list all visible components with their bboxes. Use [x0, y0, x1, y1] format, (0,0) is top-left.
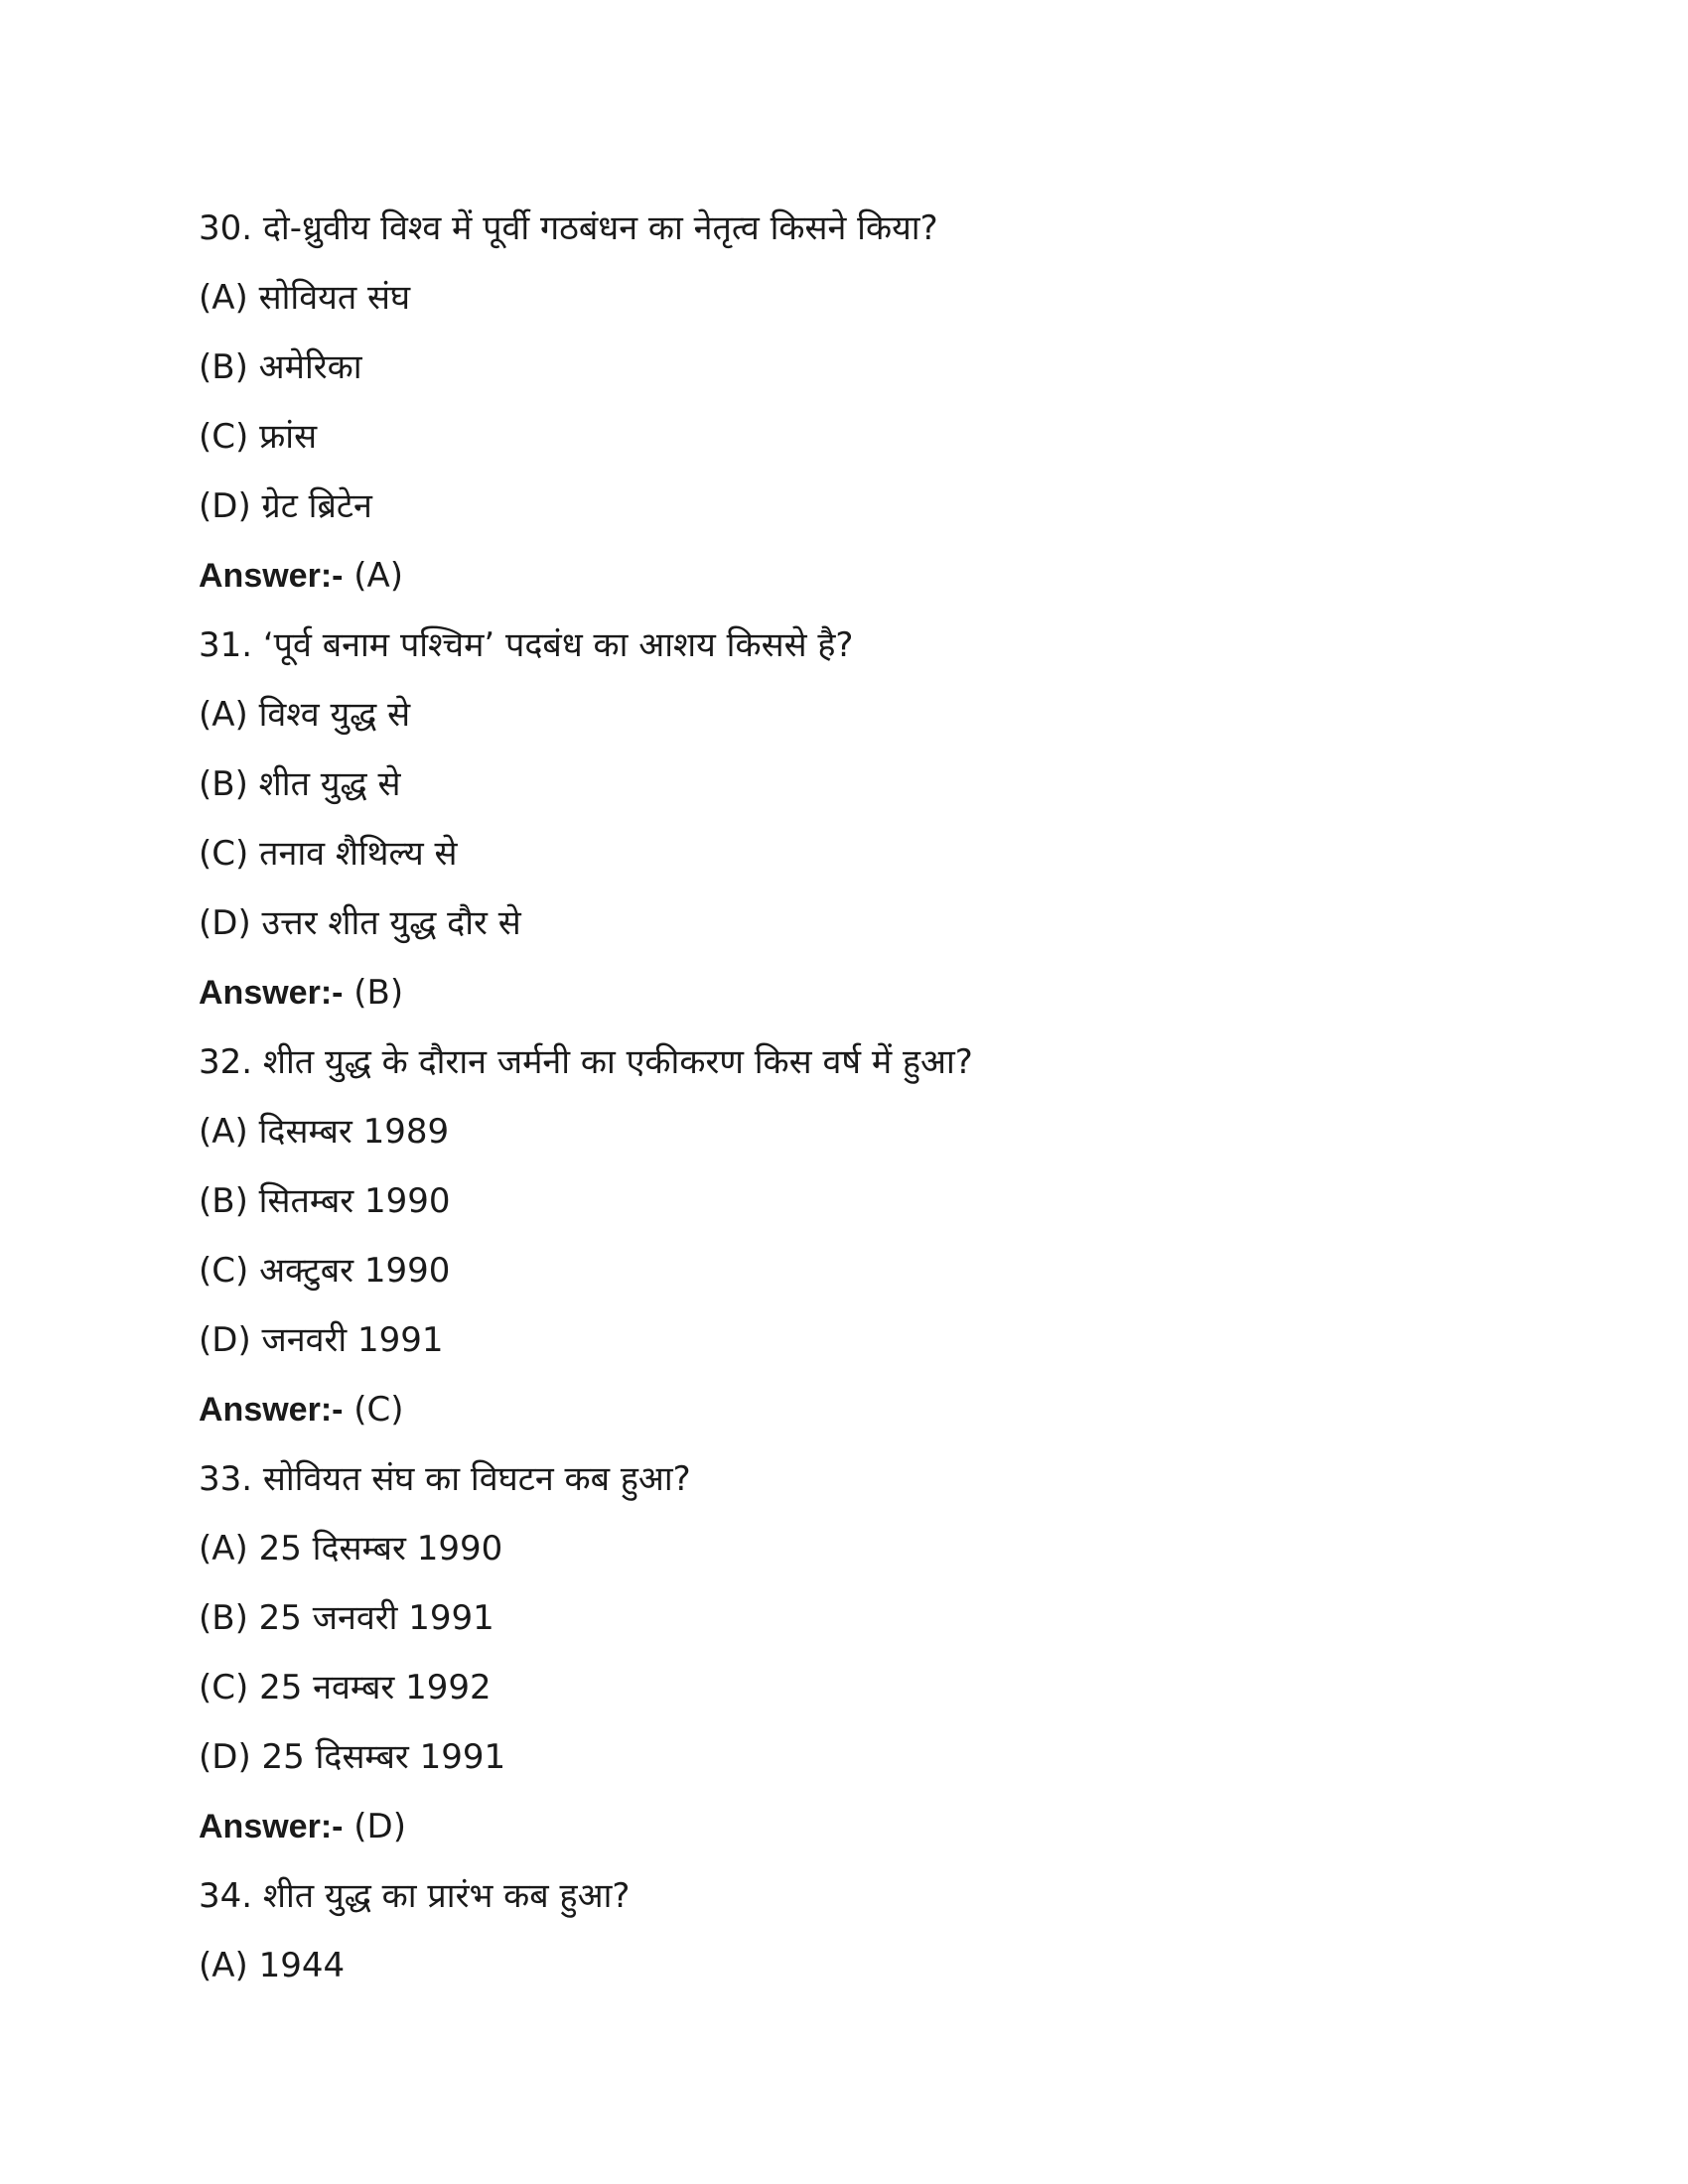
- option-c: (C) 25 नवम्बर 1992: [199, 1668, 492, 1707]
- option-c: (C) फ्रांस: [199, 417, 318, 457]
- answer-value: (A): [353, 556, 404, 596]
- question-text: 30. दो-ध्रुवीय विश्व में पूर्वी गठबंधन का नेतृत्व किसने किया?: [199, 208, 938, 248]
- answer-value: (C): [353, 1390, 404, 1430]
- option-c: (C) तनाव शैथिल्य से: [199, 834, 458, 874]
- option-b: (B) 25 जनवरी 1991: [199, 1598, 494, 1638]
- answer-value: (D): [353, 1807, 406, 1846]
- option-b: (B) सितम्बर 1990: [199, 1181, 451, 1221]
- answer-line: [199, 1792, 1489, 1861]
- answer-line: [199, 958, 1489, 1027]
- option-b: (B) शीत युद्ध से: [199, 764, 401, 804]
- option-d: (D) ग्रेट ब्रिटेन: [199, 486, 372, 526]
- question-text: 33. सोवियत संघ का विघटन कब हुआ?: [199, 1459, 691, 1499]
- option-a: (A) विश्व युद्ध से: [199, 695, 411, 735]
- option-c: (C) अक्टुबर 1990: [199, 1251, 451, 1291]
- answer-line: [199, 1375, 1489, 1444]
- question-text: 31. ‘पूर्व बनाम पश्चिम’ पदबंध का आशय किससे है?: [199, 625, 854, 665]
- answer-line: [199, 541, 1489, 611]
- question-block: [199, 1861, 1489, 2000]
- question-block: [199, 611, 1489, 1027]
- answer-label: Answer:-: [199, 1808, 344, 1845]
- option-d: (D) उत्तर शीत युद्ध दौर से: [199, 903, 521, 943]
- question-text: 34. शीत युद्ध का प्रारंभ कब हुआ?: [199, 1876, 631, 1916]
- question-block: [199, 1444, 1489, 1861]
- answer-label: Answer:-: [199, 974, 344, 1012]
- option-b: (B) अमेरिका: [199, 347, 362, 387]
- option-a: (A) दिसम्बर 1989: [199, 1112, 450, 1152]
- option-d: (D) जनवरी 1991: [199, 1320, 444, 1360]
- question-text: 32. शीत युद्ध के दौरान जर्मनी का एकीकरण किस वर्ष में हुआ?: [199, 1042, 973, 1082]
- option-a: (A) 25 दिसम्बर 1990: [199, 1529, 503, 1569]
- answer-value: (B): [353, 973, 404, 1013]
- option-a: (A) सोवियत संघ: [199, 278, 411, 318]
- answer-label: Answer:-: [199, 1391, 344, 1429]
- answer-label: Answer:-: [199, 557, 344, 595]
- document-page: [199, 194, 1489, 2000]
- option-a: (A) 1944: [199, 1946, 346, 1985]
- question-block: [199, 194, 1489, 611]
- option-d: (D) 25 दिसम्बर 1991: [199, 1737, 506, 1777]
- question-block: [199, 1027, 1489, 1444]
